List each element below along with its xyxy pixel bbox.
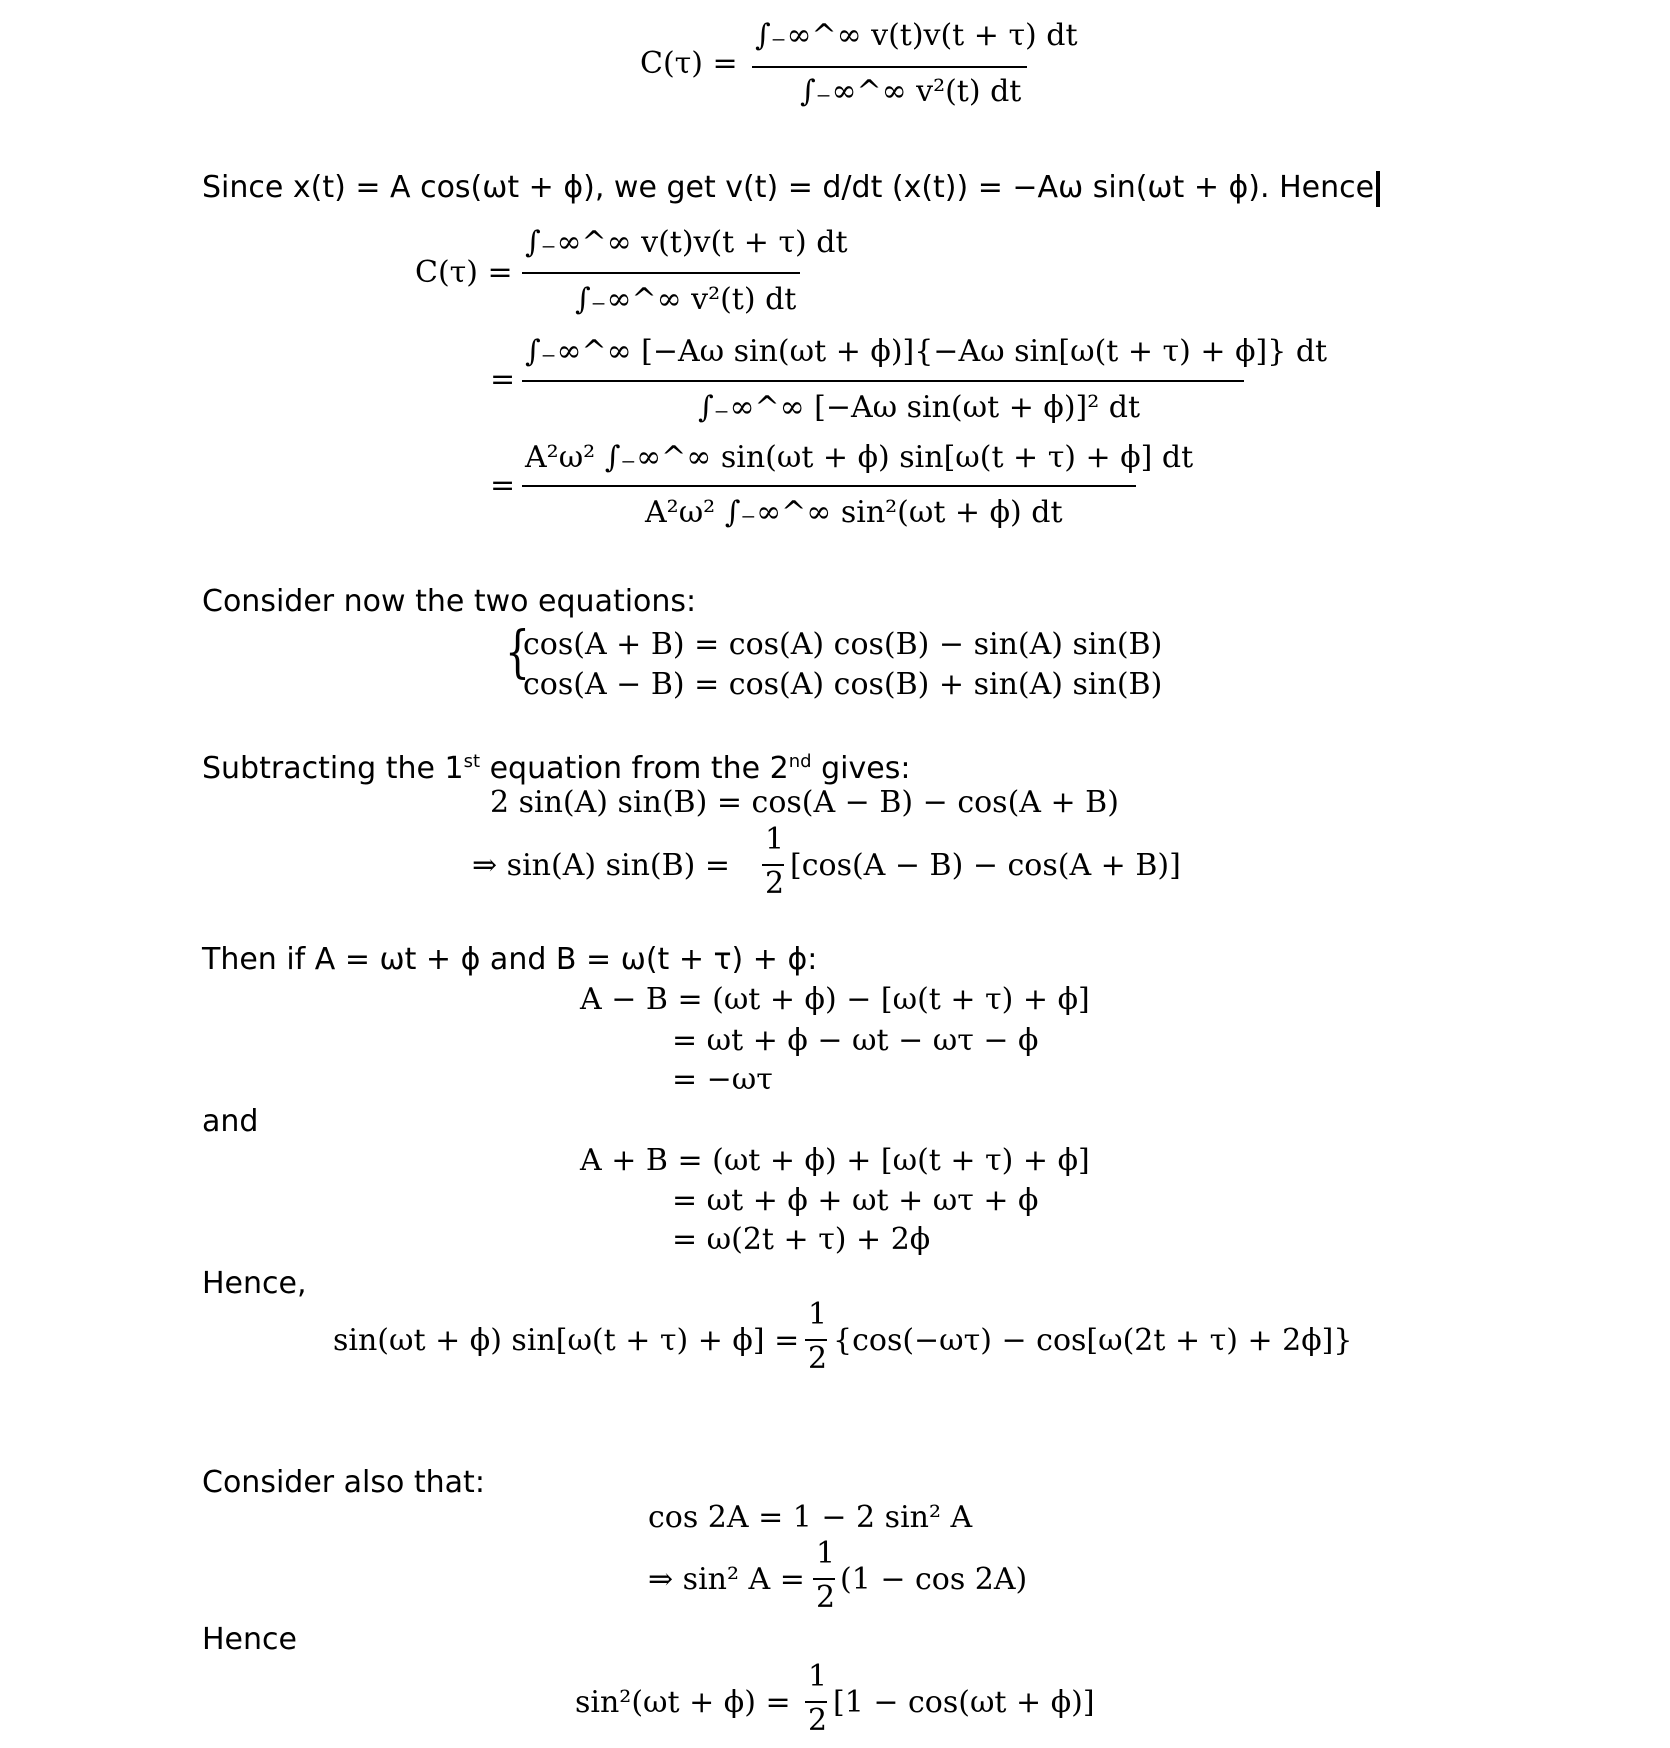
eq3-frac-num: 1 — [765, 822, 785, 857]
eq1-numerator: ∫₋∞^∞ v(t)v(t + τ) dt — [755, 18, 1078, 53]
subtract-pre: Subtracting the 1 — [202, 751, 464, 786]
subtract-sup-nd: nd — [788, 751, 812, 772]
eq2-denominator-3: A²ω² ∫₋∞^∞ sin²(ωt + ϕ) dt — [645, 495, 1063, 530]
paragraph-since-text: Since x(t) = A cos(ωt + ϕ), we get v(t) = d/dt (x(t)) = −Aω sin(ωt + ϕ). Hence — [202, 170, 1375, 205]
eq1-lhs: C(τ) = — [640, 46, 738, 81]
eq1-denominator: ∫₋∞^∞ v²(t) dt — [800, 74, 1022, 109]
paragraph-and: and — [202, 1104, 259, 1139]
eq2-lhs: C(τ) = — [415, 255, 513, 290]
paragraph-consider: Consider now the two equations: — [202, 584, 697, 619]
eq3-line-2-lhs: ⇒ sin(A) sin(B) = — [472, 848, 731, 883]
eq3-line-1: 2 sin(A) sin(B) = cos(A − B) − cos(A + B) — [490, 785, 1119, 820]
eq2-numerator-1: ∫₋∞^∞ v(t)v(t + τ) dt — [525, 225, 848, 260]
eq7-line-1: cos 2A = 1 − 2 sin² A — [648, 1500, 973, 1535]
eq5-line-1: A + B = (ωt + ϕ) + [ω(t + τ) + ϕ] — [580, 1143, 1090, 1178]
eq4-line-3: = −ωτ — [672, 1062, 773, 1097]
eq7-line-2-rhs: (1 − cos 2A) — [840, 1562, 1028, 1597]
eq3-frac-den: 2 — [765, 866, 785, 901]
eq2-equals-2: = — [490, 362, 516, 397]
paragraph-then: Then if A = ωt + ϕ and B = ω(t + τ) + ϕ: — [202, 942, 818, 977]
eq6-rhs: {cos(−ωτ) − cos[ω(2t + τ) + 2ϕ]} — [833, 1323, 1353, 1358]
eq2-denominator-1: ∫₋∞^∞ v²(t) dt — [575, 282, 797, 317]
eq6-frac-den: 2 — [808, 1341, 828, 1376]
eq4-line-1: A − B = (ωt + ϕ) − [ω(t + τ) + ϕ] — [580, 982, 1090, 1017]
eq8-frac-num: 1 — [808, 1659, 828, 1694]
eq3-line-2-rhs: [cos(A − B) − cos(A + B)] — [790, 848, 1181, 883]
text-cursor — [1376, 171, 1380, 207]
paragraph-subtracting — [202, 744, 910, 787]
subtract-mid: equation from the 2 — [480, 751, 789, 786]
eq1-fraction-bar — [752, 66, 1027, 68]
eq2-equals-3: = — [490, 468, 516, 503]
subtract-sup-st: st — [463, 751, 481, 772]
eq6-lhs: sin(ωt + ϕ) sin[ω(t + τ) + ϕ] = — [333, 1323, 800, 1358]
paragraph-since — [202, 170, 1380, 207]
eq2-fraction-bar-2 — [522, 380, 1244, 382]
eq5-line-3: = ω(2t + τ) + 2ϕ — [672, 1222, 931, 1257]
eq2-numerator-3: A²ω² ∫₋∞^∞ sin(ωt + ϕ) sin[ω(t + τ) + ϕ] dt — [525, 440, 1194, 475]
eq6-frac-num: 1 — [808, 1297, 828, 1332]
eq2-denominator-2: ∫₋∞^∞ [−Aω sin(ωt + ϕ)]² dt — [698, 390, 1141, 425]
eq7-line-2-lhs: ⇒ sin² A = — [648, 1562, 805, 1597]
eq8-lhs: sin²(ωt + ϕ) = — [575, 1685, 791, 1720]
eq7-frac-num: 1 — [816, 1536, 836, 1571]
eq5-line-2: = ωt + ϕ + ωt + ωτ + ϕ — [672, 1183, 1039, 1218]
eq8-frac-den: 2 — [808, 1703, 828, 1738]
system-brace: { — [505, 620, 530, 685]
paragraph-hence-1: Hence, — [202, 1266, 307, 1301]
eq2-fraction-bar-3 — [522, 485, 1136, 487]
eq2-numerator-2: ∫₋∞^∞ [−Aω sin(ωt + ϕ)]{−Aω sin[ω(t + τ) + ϕ]} dt — [525, 334, 1328, 369]
eq8-rhs: [1 − cos(ωt + ϕ)] — [833, 1685, 1095, 1720]
eq4-line-2: = ωt + ϕ − ωt − ωτ − ϕ — [672, 1023, 1039, 1058]
paragraph-consider-also: Consider also that: — [202, 1465, 485, 1500]
eq2-fraction-bar-1 — [522, 272, 800, 274]
paragraph-hence-2: Hence — [202, 1622, 297, 1657]
system-line-2: cos(A − B) = cos(A) cos(B) + sin(A) sin(B) — [523, 667, 1163, 702]
subtract-post: gives: — [811, 751, 911, 786]
eq7-frac-den: 2 — [816, 1580, 836, 1615]
system-line-1: cos(A + B) = cos(A) cos(B) − sin(A) sin(B) — [523, 627, 1163, 662]
